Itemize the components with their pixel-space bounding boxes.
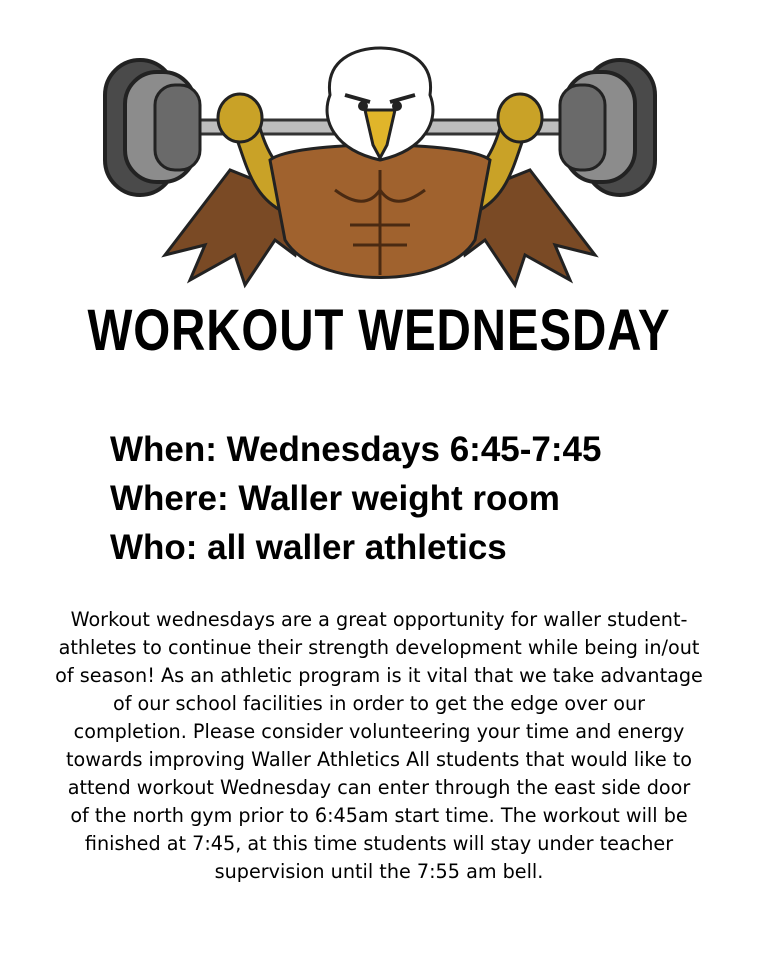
description-line: supervision until the 7:55 am bell. <box>214 860 544 883</box>
eagle-weightlifter-icon <box>95 40 665 290</box>
description-line: attend workout Wednesday can enter through the east side door <box>67 776 691 799</box>
description-paragraph <box>30 606 728 886</box>
page-title: WORKOUT WEDNESDAY <box>87 298 671 363</box>
description-line: Workout wednesdays are a great opportunity for waller student- <box>70 608 688 631</box>
where-detail: Where: Waller weight room <box>110 479 560 518</box>
description-line: completion. Please consider volunteering your time and energy <box>73 720 685 743</box>
who-detail: Who: all waller athletics <box>110 528 507 567</box>
description-line: of season! As an athletic program is it vital that we take advantage <box>55 664 703 687</box>
description-line: of the north gym prior to 6:45am start time. The workout will be <box>70 804 688 827</box>
description-line: athletes to continue their strength development while being in/out <box>58 636 700 659</box>
description-line: finished at 7:45, at this time students will stay under teacher <box>84 832 674 855</box>
description-line: towards improving Waller Athletics All students that would like to <box>66 748 692 771</box>
description-line: of our school facilities in order to get the edge over our <box>112 692 646 715</box>
when-detail: When: Wednesdays 6:45-7:45 <box>110 430 602 469</box>
event-details <box>110 425 601 572</box>
